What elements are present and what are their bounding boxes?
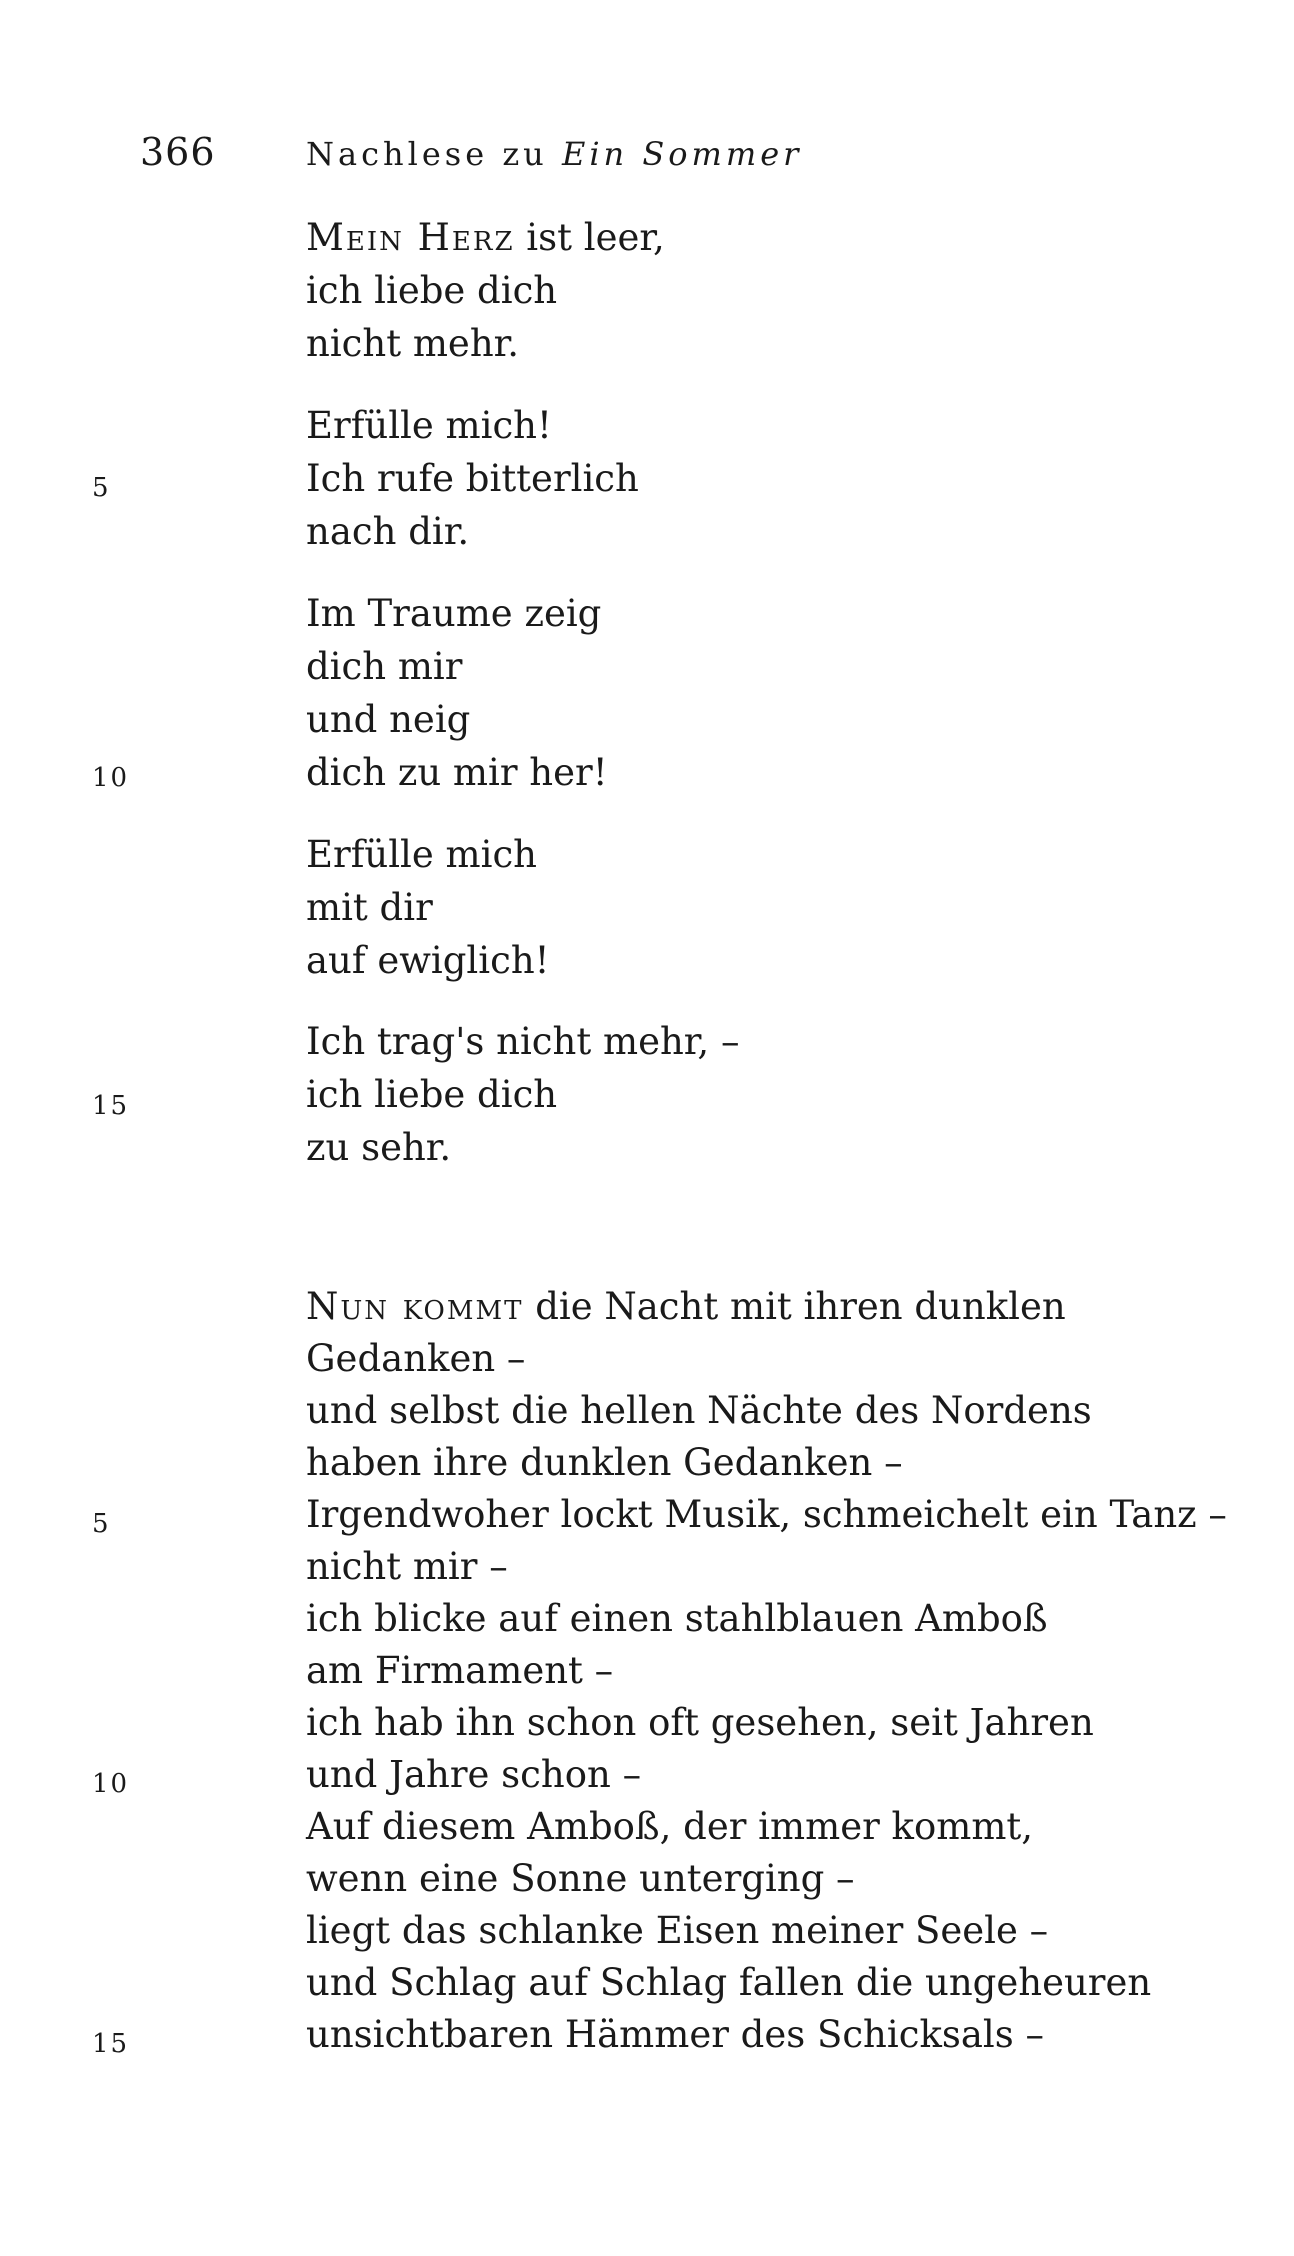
running-head-prefix: Nachlese zu xyxy=(306,135,548,173)
verse-line: Ich trag's nicht mehr, – xyxy=(306,1020,740,1063)
verse-line: nach dir. xyxy=(306,510,470,553)
verse-line: haben ihre dunklen Gedanken – xyxy=(306,1441,903,1484)
verse-line: wenn eine Sonne unterging – xyxy=(306,1857,855,1900)
verse-line: und Schlag auf Schlag fallen die ungeheuren xyxy=(306,1961,1152,2004)
verse-line: ich liebe dich xyxy=(306,269,558,312)
verse-line xyxy=(306,212,665,264)
line-number: 10 xyxy=(92,763,130,793)
verse-line: Erfülle mich! xyxy=(306,404,552,447)
verse-line: Ich rufe bitterlich xyxy=(306,457,639,500)
opening-rest: die Nacht mit ihren dunklen xyxy=(523,1285,1066,1328)
opening-rest: ist leer, xyxy=(514,216,665,259)
line-number: 10 xyxy=(92,1769,130,1799)
verse-line: und selbst die hellen Nächte des Nordens xyxy=(306,1389,1092,1432)
verse-line: dich zu mir her! xyxy=(306,751,608,794)
verse-line: am Firmament – xyxy=(306,1649,614,1692)
verse-line: Erfülle mich xyxy=(306,833,538,876)
verse-line: liegt das schlanke Eisen meiner Seele – xyxy=(306,1909,1049,1952)
verse-line: auf ewiglich! xyxy=(306,939,550,982)
line-number: 15 xyxy=(92,1091,130,1121)
line-number: 5 xyxy=(92,1509,111,1539)
verse-line: ich liebe dich xyxy=(306,1073,558,1116)
running-head-title: Ein Sommer xyxy=(561,135,803,173)
verse-line: zu sehr. xyxy=(306,1126,452,1169)
line-number: 5 xyxy=(92,473,111,503)
verse-line: mit dir xyxy=(306,886,433,929)
verse-line: Irgendwoher lockt Musik, schmeichelt ein Tanz – xyxy=(306,1493,1227,1536)
verse-line: ich hab ihn schon oft gesehen, seit Jahren xyxy=(306,1701,1094,1744)
opening-words: Nun kommt xyxy=(306,1285,524,1328)
verse-line: und neig xyxy=(306,698,471,741)
opening-words: Mein Herz xyxy=(306,216,515,259)
running-head xyxy=(306,132,802,176)
verse-line: Im Traume zeig xyxy=(306,592,602,635)
verse-line: Auf diesem Amboß, der immer kommt, xyxy=(306,1805,1034,1848)
verse-line: und Jahre schon – xyxy=(306,1753,642,1796)
page-number: 366 xyxy=(140,130,216,174)
verse-line: Gedanken – xyxy=(306,1337,526,1380)
verse-line xyxy=(306,1281,1066,1333)
verse-line: nicht mehr. xyxy=(306,322,520,365)
verse-line: ich blicke auf einen stahlblauen Amboß xyxy=(306,1597,1048,1640)
line-number: 15 xyxy=(92,2029,130,2059)
verse-line: dich mir xyxy=(306,645,463,688)
verse-line: unsichtbaren Hämmer des Schicksals – xyxy=(306,2013,1044,2056)
verse-line: nicht mir – xyxy=(306,1545,508,1588)
